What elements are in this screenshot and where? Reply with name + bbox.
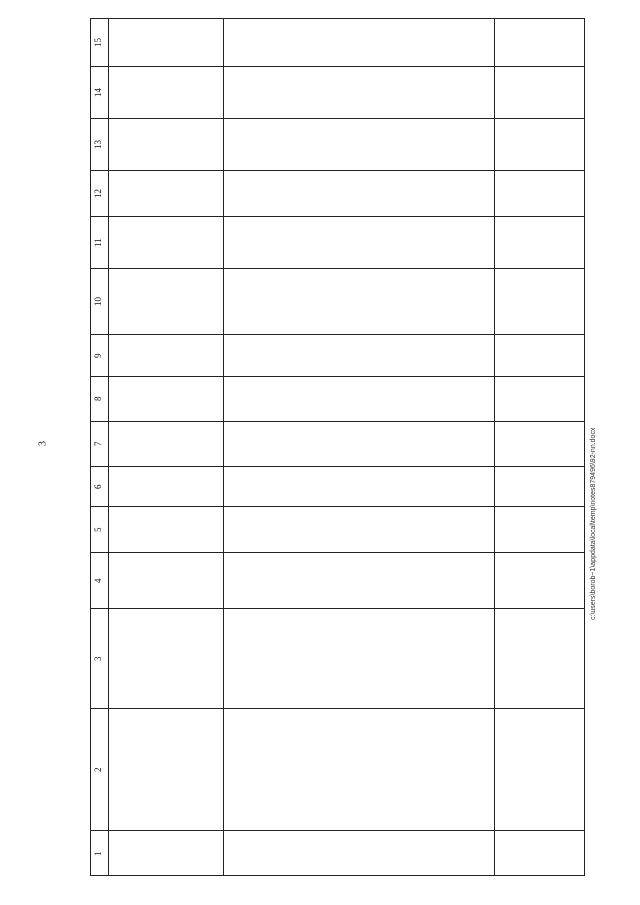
table-vline <box>108 18 109 876</box>
table-hline <box>90 466 585 467</box>
document-table: 1 2 3 4 5 6 7 8 9 10 11 12 13 14 15 <box>90 18 585 876</box>
table-hline <box>90 830 585 831</box>
table-vline <box>584 18 585 876</box>
table-hline <box>90 216 585 217</box>
table-hline <box>90 552 585 553</box>
table-hline <box>90 421 585 422</box>
table-hline <box>90 506 585 507</box>
page-number: 3 <box>37 441 49 446</box>
table-hline <box>90 875 585 876</box>
table-hline <box>90 66 585 67</box>
table-hline <box>90 376 585 377</box>
table-hline <box>90 608 585 609</box>
table-vline <box>494 18 495 876</box>
table-hline <box>90 170 585 171</box>
table-vline <box>223 18 224 876</box>
table-hline <box>90 268 585 269</box>
table-vline <box>90 18 91 876</box>
table-hline <box>90 18 585 19</box>
table-hline <box>90 334 585 335</box>
table-hline <box>90 708 585 709</box>
table-hline <box>90 118 585 119</box>
